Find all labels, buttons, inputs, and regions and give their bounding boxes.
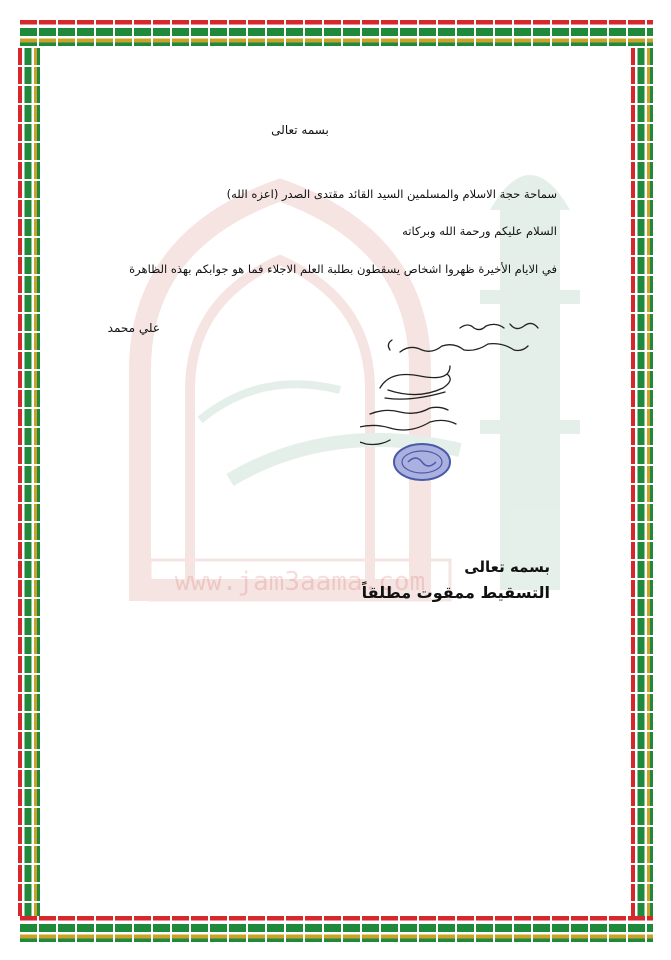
handwritten-reply-signature-seal [360, 310, 580, 490]
letter-greeting: السلام عليكم ورحمة الله وبركاته [402, 224, 557, 238]
letter-sender: علي محمد [107, 321, 160, 335]
answer-title: بسمه تعالى [464, 558, 550, 576]
decorative-border-left [18, 46, 40, 916]
decorative-border-top [18, 20, 653, 46]
answer-text: التسقيط ممقوت مطلقاً [361, 583, 550, 602]
letter-addressee: سماحة حجة الاسلام والمسلمين السيد القائد مقتدى الصدر (اعزه الله) [226, 187, 557, 201]
watermark-site-text: www.jam3aama.com [174, 567, 426, 597]
letter-question: في الايام الأخيرة ظهروا اشخاص يسقطون بطلبة العلم الاجلاء فما هو جوابكم بهذه الظاهرة [129, 262, 557, 276]
letter-basmala: بسمه تعالى [271, 123, 329, 137]
decorative-border-bottom [18, 916, 653, 942]
